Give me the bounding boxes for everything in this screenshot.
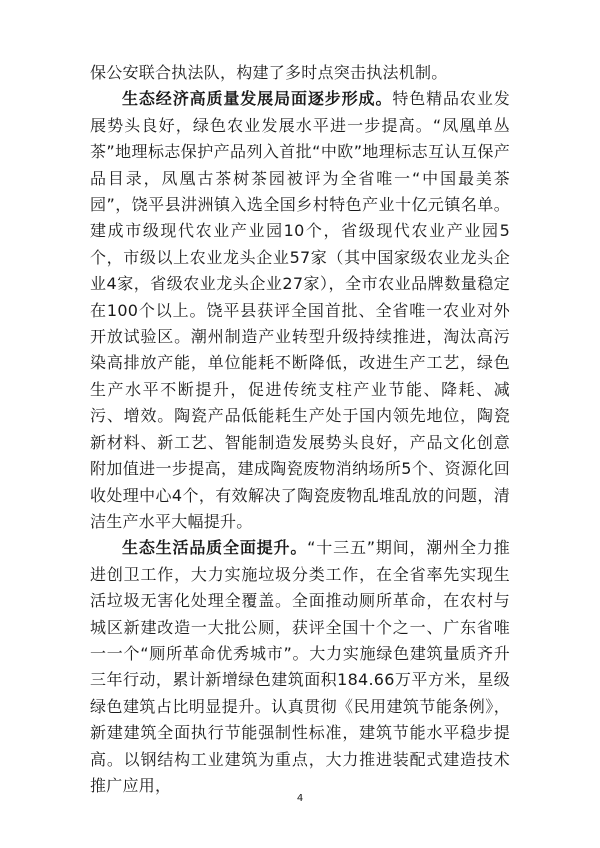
page-number: 4 — [296, 793, 304, 804]
paragraph-body: “十三五”期间，潮州全力推进创卫工作，大力实施垃圾分类工作，在全省率先实现生活垃圾无害化处理全覆盖。全面推动厕所革命，在农村与城区新建改造一大批公厕，获评全国十个之一、广东省唯一一个“厕所革命优秀城市”。大力实施绿色建筑量质齐升三年行动，累计新增绿色建筑面积184.66万平方米，星级绿色建筑占比明显提升。认真贯彻《民用建筑节能条例》，新建建筑全面执行节能强制性标准，建筑节能水平稳步提高。以钢结构工业建筑为重点，大力推进装配式建造技术推广应用， — [90, 538, 510, 795]
paragraph-lead: 生态经济高质量发展局面逐步形成。 — [122, 89, 393, 109]
paragraph-body: 特色精品农业发展势头良好，绿色农业发展水平进一步提高。“凤凰单丛茶”地理标志保护产品列入首批“中欧”地理标志互认互保产品目录，凤凰古茶树茶园被评为全省唯一“中国最美茶园”，饶平县汫洲镇入选全国乡村特色产业十亿元镇名单。建成市级现代农业产业园10个，省级现代农业产业园5个，市级以上农业龙头企业57家（其中国家级农业龙头企业4家，省级农业龙头企业27家），全市农业品牌数量稳定在100个以上。饶平县获评全国首批、全省唯一农业对外开放试验区。潮州制造产业转型升级持续推进，淘汰高污染高排放产能，单位能耗不断降低，改进生产工艺，绿色生产水平不断提升，促进传统支柱产业节能、降耗、减污、增效。陶瓷产品低能耗生产处于国内领先地位，陶瓷新材料、新工艺、智能制造发展势头良好，产品文化创意附加值进一步提高，建成陶瓷废物消纳场所5个、资源化回收处理中心4个，有效解决了陶瓷废物乱堆乱放的问题，清洁生产水平大幅提升。 — [90, 89, 510, 531]
paragraph-eco-life — [90, 535, 510, 799]
paragraph-body: 保公安联合执法队，构建了多时点突击执法机制。 — [90, 63, 448, 82]
paragraph-eco-economy — [90, 86, 510, 535]
paragraph-continuation — [90, 60, 510, 86]
body-text — [90, 60, 510, 799]
paragraph-lead: 生态生活品质全面提升。 — [122, 538, 308, 558]
